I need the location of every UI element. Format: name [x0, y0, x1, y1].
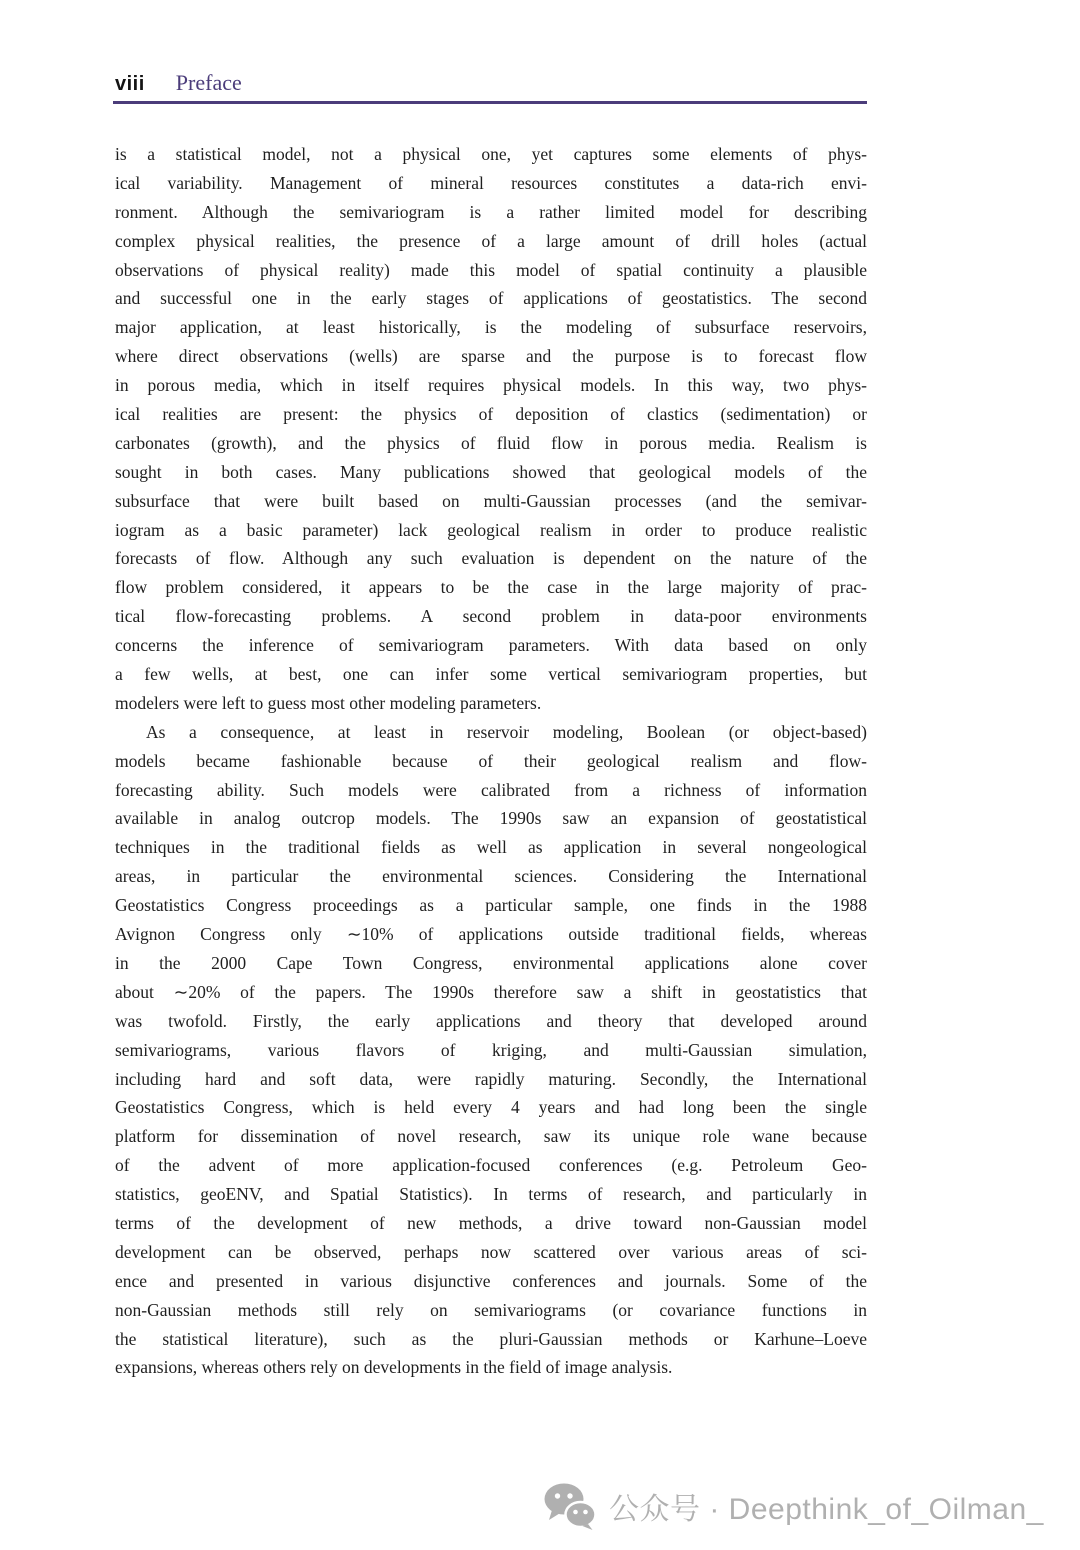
text-line: sought in both cases. Many publications showed that geological models of the [115, 461, 867, 482]
text-line: platform for dissemination of novel research, saw its unique role wane because [115, 1126, 867, 1147]
text-line: development can be observed, perhaps now scattered over various areas of sci- [115, 1241, 867, 1262]
paragraph [115, 718, 867, 1382]
text-line: Avignon Congress only ∼10% of applications outside traditional fields, whereas [115, 924, 867, 945]
text-line: techniques in the traditional fields as well as application in several nongeological [115, 837, 867, 858]
page-number: viii [115, 73, 145, 95]
text-line: in porous media, which in itself requires physical models. In this way, two phys- [115, 375, 867, 396]
text-line: in the 2000 Cape Town Congress, environmental applications alone cover [115, 952, 867, 973]
running-head-title: Preface [175, 70, 242, 95]
text-line: is a statistical model, not a physical one, yet captures some elements of phys- [115, 144, 867, 164]
text-line: available in analog outcrop models. The 1990s saw an expansion of geostatistical [115, 808, 867, 829]
text-line: areas, in particular the environmental sciences. Considering the International [115, 866, 867, 887]
text-line: ical variability. Management of mineral resources constitutes a data-rich envi- [115, 172, 867, 193]
text-line: ence and presented in various disjunctive conferences and journals. Some of the [115, 1270, 867, 1291]
text-line: was twofold. Firstly, the early applications and theory that developed around [115, 1010, 867, 1031]
text-line: semivariograms, various flavors of kriging, and multi-Gaussian simulation, [115, 1039, 867, 1060]
text-line: Geostatistics Congress, which is held every 4 years and had long been the single [115, 1097, 867, 1118]
text-line: As a consequence, at least in reservoir modeling, Boolean (or object-based) [146, 721, 867, 742]
text-line: where direct observations (wells) are sparse and the purpose is to forecast flow [115, 346, 867, 367]
text-line: ical realities are present: the physics of deposition of clastics (sedimentation) or [115, 404, 867, 425]
text-line: carbonates (growth), and the physics of fluid flow in porous media. Realism is [115, 432, 867, 453]
watermark [543, 1482, 1044, 1530]
text-line: a few wells, at best, one can infer some vertical semivariogram properties, but [115, 664, 867, 685]
text-line: major application, at least historically, is the modeling of subsurface reservoirs, [115, 317, 867, 338]
text-line: Geostatistics Congress proceedings as a particular sample, one finds in the 1988 [115, 895, 867, 916]
header-rule [113, 101, 867, 104]
text-line: expansions, whereas others rely on developments in the field of image analysis. [115, 1357, 673, 1378]
text-line: about ∼20% of the papers. The 1990s therefore saw a shift in geostatistics that [115, 981, 867, 1002]
wechat-icon [543, 1482, 597, 1530]
text-line: models became fashionable because of their geological realism and flow- [115, 750, 867, 771]
paragraph [115, 140, 867, 718]
text-line: the statistical literature), such as the pluri-Gaussian methods or Karhune–Loeve [115, 1328, 867, 1349]
text-line: modelers were left to guess most other modeling parameters. [115, 692, 542, 713]
watermark-text: 公众号 · Deepthink_of_Oilman_ [609, 1493, 1044, 1526]
text-line: concerns the inference of semivariogram parameters. With data based on only [115, 635, 867, 656]
text-line: including hard and soft data, were rapidly maturing. Secondly, the International [115, 1068, 867, 1089]
body-text [115, 140, 867, 1382]
text-line: and successful one in the early stages of applications of geostatistics. The second [115, 288, 867, 309]
text-line: complex physical realities, the presence of a large amount of drill holes (actual [115, 230, 867, 251]
text-line: subsurface that were built based on multi-Gaussian processes (and the semivar- [115, 490, 867, 511]
text-line: non-Gaussian methods still rely on semivariograms (or covariance functions in [115, 1299, 867, 1320]
page-header [115, 70, 867, 96]
text-line: of the advent of more application-focused conferences (e.g. Petroleum Geo- [115, 1155, 867, 1176]
text-line: ronment. Although the semivariogram is a rather limited model for describing [115, 201, 867, 222]
text-line: observations of physical reality) made this model of spatial continuity a plausible [115, 259, 867, 280]
text-line: tical flow-forecasting problems. A second problem in data-poor environments [115, 606, 867, 627]
text-line: terms of the development of new methods, a drive toward non-Gaussian model [115, 1212, 867, 1233]
text-line: forecasts of flow. Although any such evaluation is dependent on the nature of the [115, 548, 867, 569]
text-line: flow problem considered, it appears to be the case in the large majority of prac- [115, 577, 867, 598]
text-line: statistics, geoENV, and Spatial Statistics). In terms of research, and particularly in [115, 1184, 867, 1205]
text-line: iogram as a basic parameter) lack geological realism in order to produce realistic [115, 519, 867, 540]
text-line: forecasting ability. Such models were calibrated from a richness of information [115, 779, 867, 800]
